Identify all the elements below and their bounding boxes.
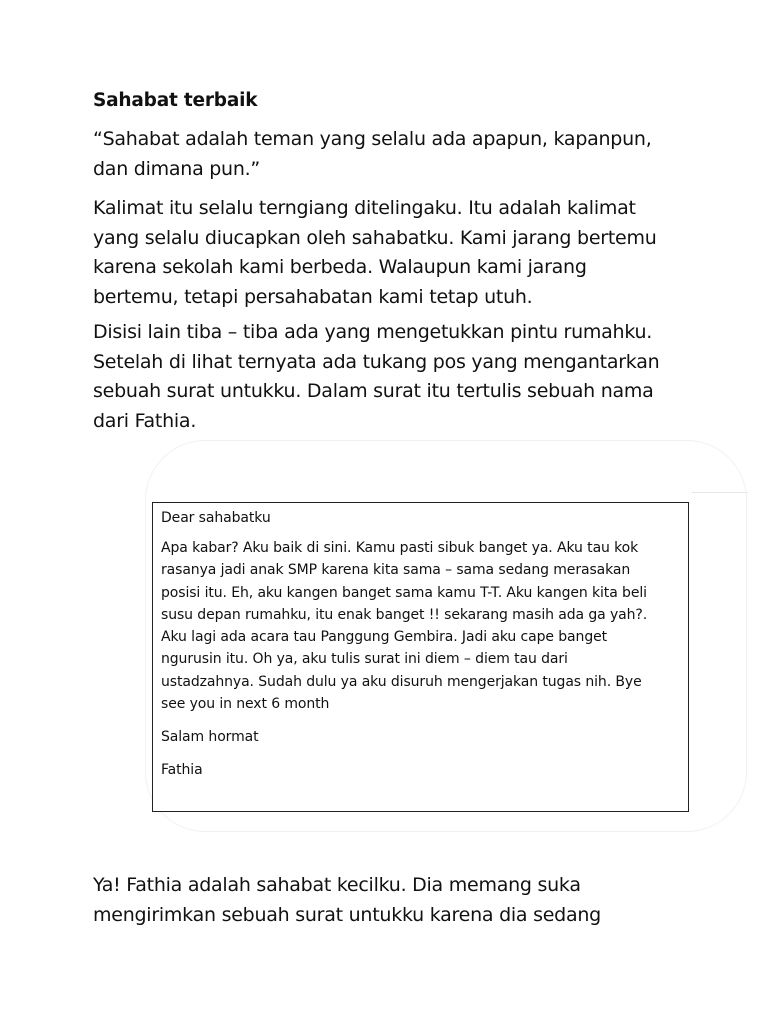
paragraph-line: karena sekolah kami berbeda. Walaupun kami jarang [93,256,587,278]
letter-line: rasanya jadi anak SMP karena kita sama – sama sedang merasakan [161,562,631,579]
paragraph-line: sebuah surat untukku. Dalam surat itu tertulis sebuah nama [93,380,654,402]
letter-line: ustadzahnya. Sudah dulu ya aku disuruh mengerjakan tugas nih. Bye [161,673,642,690]
letter-body [161,537,681,715]
paragraph-line: Kalimat itu selalu terngiang ditelingaku. Itu adalah kalimat [93,197,636,219]
paragraph-line: Setelah di lihat ternyata ada tukang pos yang mengantarkan [93,350,660,373]
letter-line: Aku lagi ada acara tau Panggung Gembira. Jadi aku cape banget [161,629,608,646]
letter-signature: Fathia [161,762,203,778]
decorative-line [692,492,748,493]
quote-line: dan dimana pun.” [93,157,261,180]
quote-line: “Sahabat adalah teman yang selalu ada apapun, kapanpun, [93,128,652,150]
paragraph-line: mengirimkan sebuah surat untukku karena dia sedang [93,903,601,926]
letter-line: ngurusin itu. Oh ya, aku tulis surat ini diem – diem tau dari [161,651,568,668]
letter-line: see you in next 6 month [161,696,330,713]
paragraph-line: Ya! Fathia adalah sahabat kecilku. Dia memang suka [93,874,581,896]
letter-closing: Salam hormat [161,729,259,745]
paragraph-line: Disisi lain tiba – tiba ada yang mengetukkan pintu rumahku. [93,321,653,343]
letter-line: Apa kabar? Aku baik di sini. Kamu pasti sibuk banget ya. Aku tau kok [161,540,639,556]
paragraph-line: bertemu, tetapi persahabatan kami tetap utuh. [93,285,533,308]
paragraph-line: yang selalu diucapkan oleh sahabatku. Kami jarang bertemu [93,226,657,249]
letter-line: posisi itu. Eh, aku kangen banget sama kamu T-T. Aku kangen kita beli [161,584,647,601]
paragraph-arrival [93,318,713,436]
paragraph-intro [93,194,713,312]
quote-paragraph [93,125,713,184]
letter-line: susu depan rumahku, itu enak banget !! sekarang masih ada ga yah?. [161,606,648,623]
paragraph-line: dari Fathia. [93,409,197,432]
paragraph-conclusion [93,871,713,930]
page-title: Sahabat terbaik [93,90,258,111]
letter-greeting: Dear sahabatku [161,510,271,526]
